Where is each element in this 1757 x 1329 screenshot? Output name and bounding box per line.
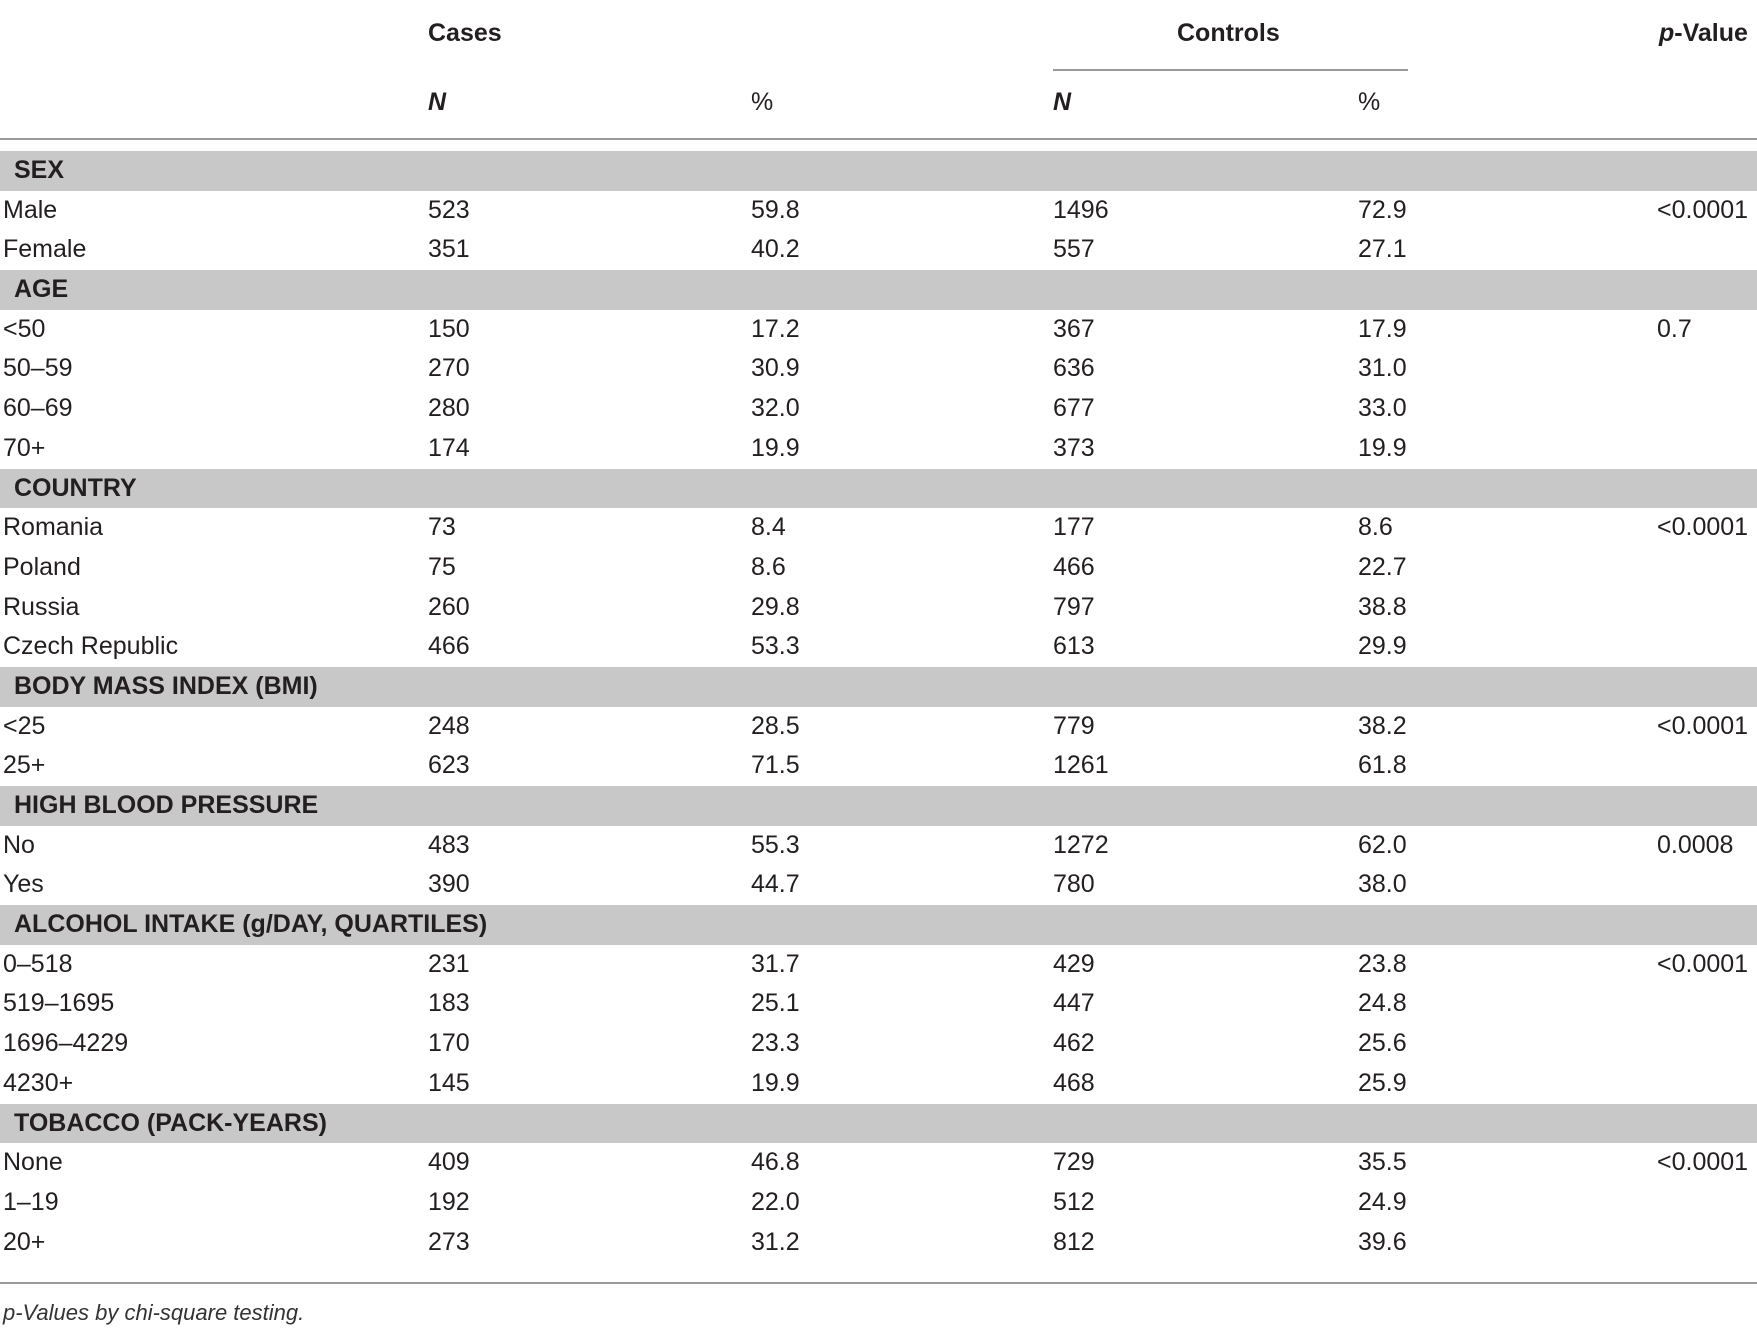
table-row [0, 1024, 1757, 1064]
controls-header: Controls [1177, 19, 1280, 47]
controls-n: 1261 [1053, 751, 1109, 780]
section-header [0, 151, 1757, 191]
controls-n: 1272 [1053, 830, 1109, 859]
cases-n: 174 [428, 433, 470, 462]
table-row [0, 627, 1757, 667]
row-label: Czech Republic [3, 632, 179, 661]
controls-n: 373 [1053, 433, 1095, 462]
controls-pct: 72.9 [1358, 195, 1407, 224]
pvalue-rest: -Value [1674, 19, 1748, 47]
cases-pct: 25.1 [751, 989, 800, 1018]
cases-n: 248 [428, 711, 470, 740]
section-title: COUNTRY [14, 473, 137, 502]
controls-pct: 24.8 [1358, 989, 1407, 1018]
cases-pct: 19.9 [751, 1068, 800, 1097]
controls-pct: 61.8 [1358, 751, 1407, 780]
controls-n: 613 [1053, 632, 1095, 661]
cases-n: 409 [428, 1148, 470, 1177]
table-row [0, 1183, 1757, 1223]
section-title: HIGH BLOOD PRESSURE [14, 791, 319, 819]
cases-n: 483 [428, 830, 470, 859]
row-label: 60–69 [3, 394, 73, 423]
cases-pct: 46.8 [751, 1148, 800, 1177]
table-row [0, 707, 1757, 747]
table-row [0, 1143, 1757, 1183]
cases-pct: 22.0 [751, 1187, 800, 1216]
cases-pct: 71.5 [751, 751, 800, 780]
table-row [0, 191, 1757, 231]
row-label: 519–1695 [3, 989, 115, 1018]
section-header [0, 905, 1757, 945]
section-header [0, 667, 1757, 707]
p-value: <0.0001 [1657, 949, 1749, 978]
p-value: <0.0001 [1657, 711, 1749, 740]
footnote: p-Values by chi-square testing. [3, 1300, 305, 1325]
row-label: 1696–4229 [3, 1029, 129, 1058]
controls-pct: 27.1 [1358, 235, 1407, 264]
controls-pct: 25.9 [1358, 1068, 1407, 1097]
cases-n: 280 [428, 394, 470, 423]
section-header [0, 1104, 1757, 1144]
controls-pct: 38.2 [1358, 711, 1407, 740]
controls-n: 636 [1053, 354, 1095, 383]
table-row [0, 588, 1757, 628]
controls-pct: 31.0 [1358, 354, 1407, 383]
controls-n: 462 [1053, 1029, 1095, 1058]
controls-pct: 25.6 [1358, 1029, 1407, 1058]
controls-pct: 62.0 [1358, 830, 1407, 859]
cases-pct: 29.8 [751, 592, 800, 621]
controls-pct: 38.0 [1358, 870, 1407, 899]
row-label: Female [3, 235, 87, 264]
controls-n: 557 [1053, 235, 1095, 264]
cases-pct: 8.4 [751, 513, 786, 542]
cases-pct: 53.3 [751, 632, 800, 661]
section-header [0, 469, 1757, 509]
controls-underline [1053, 69, 1408, 71]
controls-pct: 17.9 [1358, 314, 1407, 343]
table-row [0, 508, 1757, 548]
controls-pct: 38.8 [1358, 592, 1407, 621]
cases-header: Cases [428, 19, 502, 47]
cases-n: 351 [428, 235, 470, 264]
cases-n: 270 [428, 354, 470, 383]
cases-n: 523 [428, 195, 470, 224]
table-row [0, 945, 1757, 985]
table-row [0, 1223, 1757, 1263]
row-label: Yes [3, 870, 44, 899]
table-row [0, 1064, 1757, 1104]
table-row [0, 548, 1757, 588]
p-value: 0.7 [1657, 314, 1692, 343]
cases-pct: 55.3 [751, 830, 800, 859]
bottom-rule [0, 1282, 1757, 1284]
cases-pct: 32.0 [751, 394, 800, 423]
cases-pct: 28.5 [751, 711, 800, 740]
table-row [0, 984, 1757, 1024]
controls-n: 447 [1053, 989, 1095, 1018]
controls-n-header: N [1053, 88, 1072, 116]
table-row [0, 310, 1757, 350]
controls-pct: 8.6 [1358, 513, 1393, 542]
cases-n: 170 [428, 1029, 470, 1058]
controls-n: 512 [1053, 1187, 1095, 1216]
cases-n: 260 [428, 592, 470, 621]
controls-n: 177 [1053, 513, 1095, 542]
section-title: TOBACCO (PACK-YEARS) [14, 1108, 327, 1137]
row-label: <50 [3, 314, 46, 343]
table-row [0, 230, 1757, 270]
table-row [0, 826, 1757, 866]
row-label: 0–518 [3, 949, 73, 978]
cases-n-header: N [428, 88, 447, 116]
cases-n: 75 [428, 552, 456, 581]
row-label: Male [3, 195, 58, 224]
row-label: Romania [3, 513, 104, 542]
p-value: <0.0001 [1657, 1148, 1749, 1177]
section-title: AGE [14, 275, 69, 304]
row-label: <25 [3, 711, 46, 740]
table-row [0, 349, 1757, 389]
controls-pct: 22.7 [1358, 552, 1407, 581]
cases-n: 150 [428, 314, 470, 343]
controls-pct: 23.8 [1358, 949, 1407, 978]
table-row [0, 429, 1757, 469]
table-row [0, 746, 1757, 786]
p-value: 0.0008 [1657, 830, 1734, 859]
cases-n: 623 [428, 751, 470, 780]
controls-pct: 24.9 [1358, 1187, 1407, 1216]
cases-n: 192 [428, 1187, 470, 1216]
row-label: 4230+ [3, 1068, 74, 1097]
cases-pct: 30.9 [751, 354, 800, 383]
cases-pct: 17.2 [751, 314, 800, 343]
cases-pct-header: % [751, 88, 774, 116]
section-header [0, 270, 1757, 310]
cases-n: 273 [428, 1227, 470, 1256]
cases-pct: 8.6 [751, 552, 786, 581]
controls-n: 729 [1053, 1148, 1095, 1177]
data-table [0, 151, 1757, 1262]
row-label: 1–19 [3, 1187, 59, 1216]
cases-pct: 40.2 [751, 235, 800, 264]
cases-pct: 44.7 [751, 870, 800, 899]
section-title: ALCOHOL INTAKE (g/DAY, QUARTILES) [14, 910, 488, 939]
row-label: None [3, 1148, 63, 1177]
controls-n: 466 [1053, 552, 1095, 581]
cases-n: 231 [428, 949, 470, 978]
cases-n: 183 [428, 989, 470, 1018]
row-label: 50–59 [3, 354, 73, 383]
controls-pct: 33.0 [1358, 394, 1407, 423]
controls-n: 779 [1053, 711, 1095, 740]
controls-n: 677 [1053, 394, 1095, 423]
controls-n: 468 [1053, 1068, 1095, 1097]
p-value: <0.0001 [1657, 513, 1749, 542]
cases-pct: 59.8 [751, 195, 800, 224]
controls-n: 780 [1053, 870, 1095, 899]
cases-pct: 19.9 [751, 433, 800, 462]
cases-n: 466 [428, 632, 470, 661]
controls-pct: 19.9 [1358, 433, 1407, 462]
table-row [0, 865, 1757, 905]
controls-n: 812 [1053, 1227, 1095, 1256]
row-label: No [3, 830, 35, 859]
controls-n: 797 [1053, 592, 1095, 621]
cases-pct: 31.7 [751, 949, 800, 978]
controls-n: 1496 [1053, 195, 1109, 224]
pvalue-header [1659, 18, 1748, 48]
cases-pct: 23.3 [751, 1029, 800, 1058]
cases-n: 73 [428, 513, 456, 542]
section-header [0, 786, 1757, 826]
controls-pct: 29.9 [1358, 632, 1407, 661]
row-label: Poland [3, 552, 81, 581]
controls-n: 429 [1053, 949, 1095, 978]
section-title: SEX [14, 156, 65, 184]
p-value: <0.0001 [1657, 195, 1749, 224]
cases-n: 145 [428, 1068, 470, 1097]
pvalue-italic: p [1659, 19, 1675, 47]
cases-pct: 31.2 [751, 1227, 800, 1256]
row-label: Russia [3, 592, 80, 621]
controls-n: 367 [1053, 314, 1095, 343]
cases-n: 390 [428, 870, 470, 899]
controls-pct-header: % [1358, 88, 1381, 116]
table-row [0, 389, 1757, 429]
row-label: 25+ [3, 751, 46, 780]
header-rule [0, 138, 1757, 140]
row-label: 70+ [3, 433, 46, 462]
controls-pct: 35.5 [1358, 1148, 1407, 1177]
row-label: 20+ [3, 1227, 46, 1256]
section-title: BODY MASS INDEX (BMI) [14, 671, 318, 700]
controls-pct: 39.6 [1358, 1227, 1407, 1256]
